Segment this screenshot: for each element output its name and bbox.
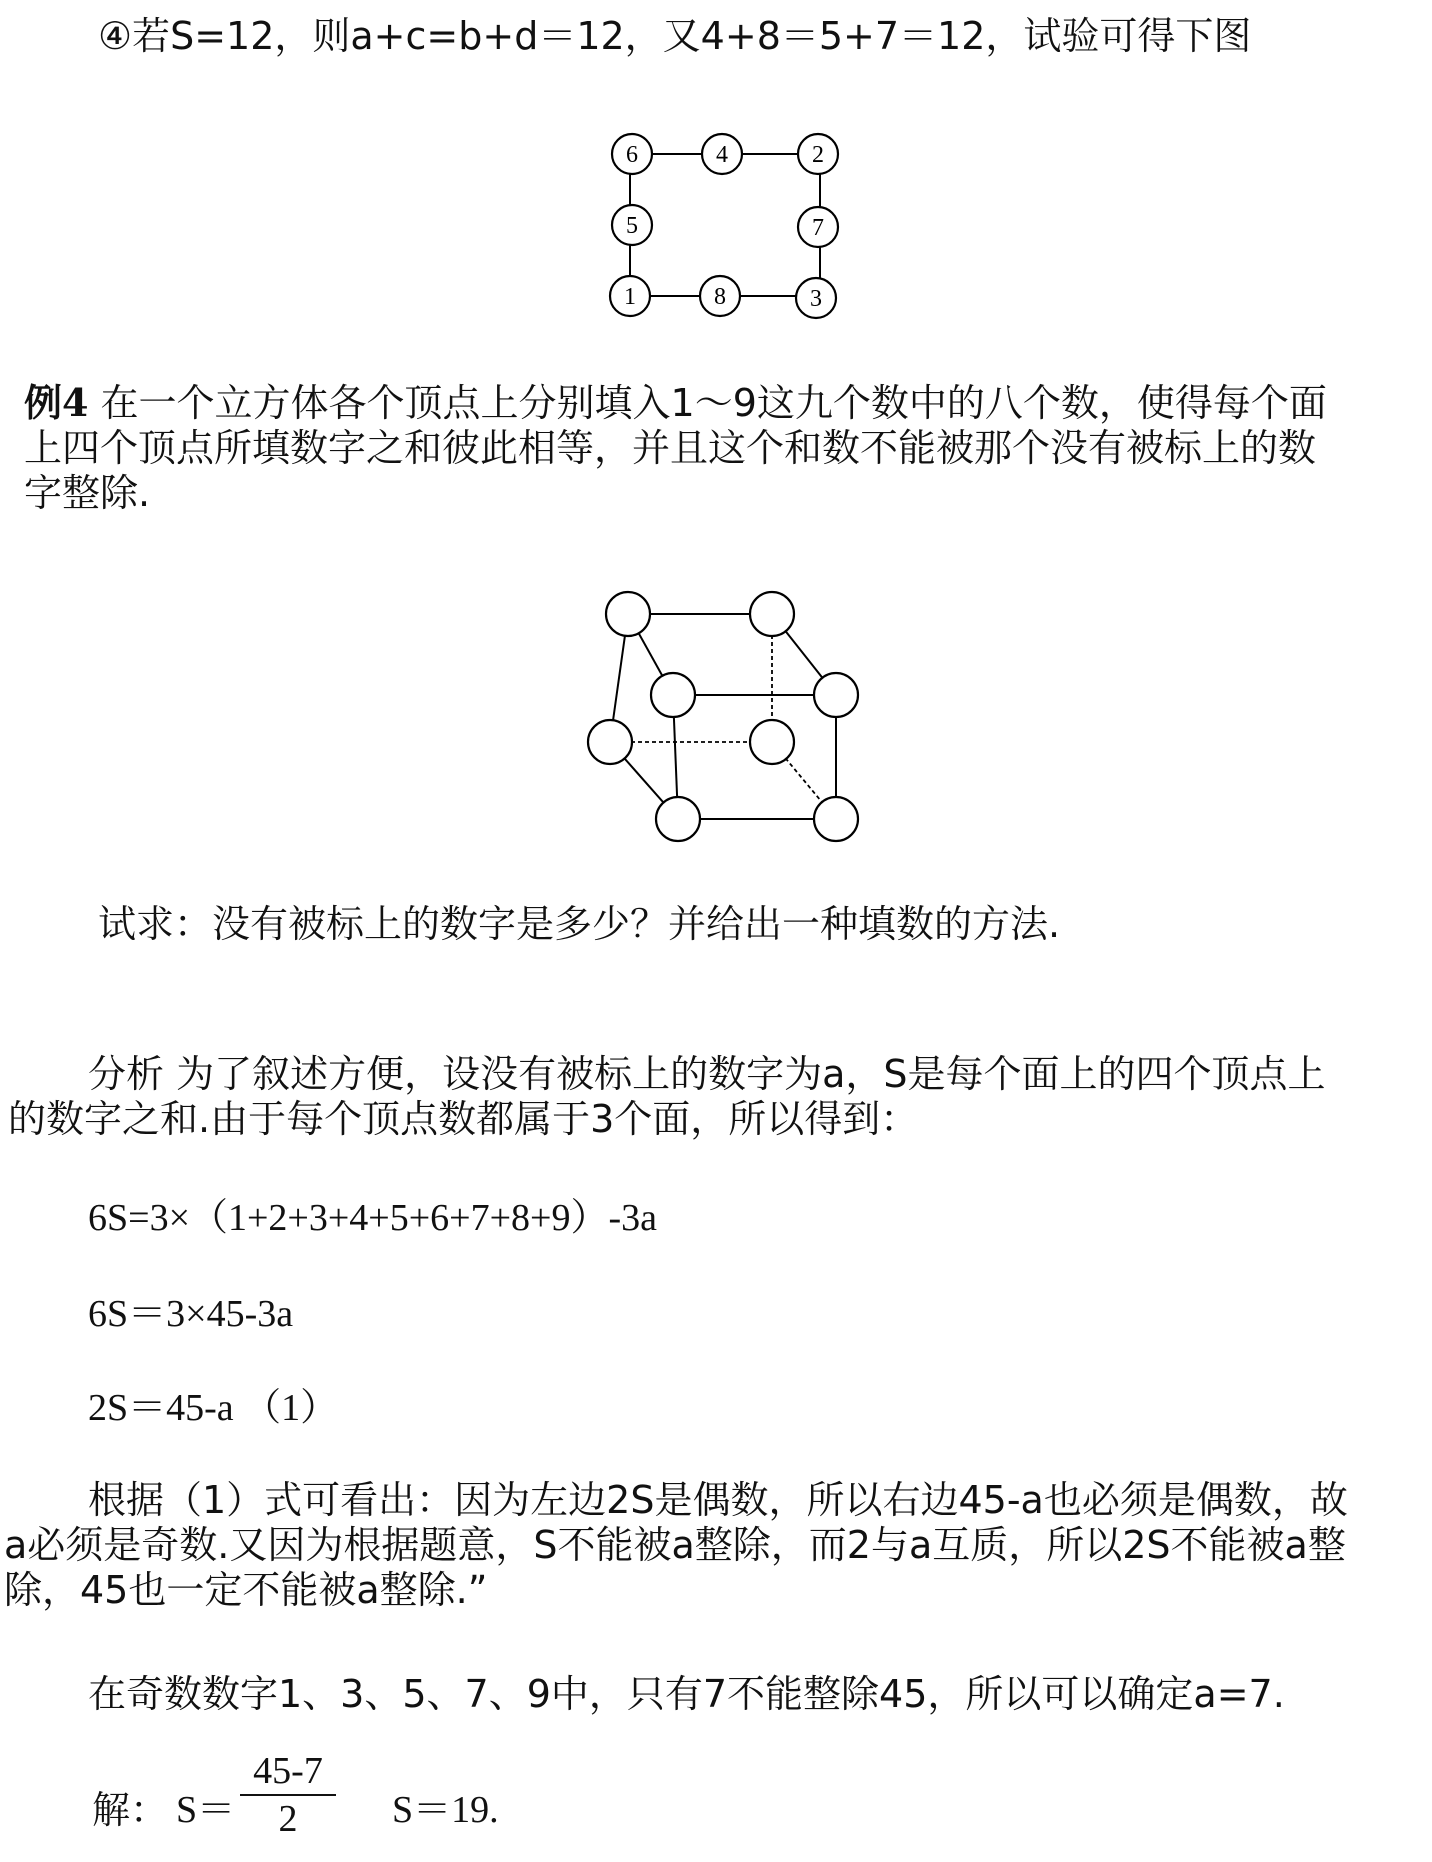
equation-2: 6S＝3×45-3a <box>88 1293 294 1335</box>
analysis-line-2: 的数字之和.由于每个顶点数都属于3个面，所以得到： <box>8 1097 919 1141</box>
svg-text:5: 5 <box>626 213 638 239</box>
square-diagram <box>600 130 860 340</box>
square-node-bm <box>700 276 740 316</box>
reasoning-line-2: a必须是奇数.又因为根据题意，S不能被a整除，而2与a互质，所以2S不能被a整 <box>4 1523 1346 1567</box>
cube-vertex-2 <box>750 592 794 636</box>
square-node-tr <box>798 134 838 174</box>
solution-s-equals: S＝ <box>176 1789 236 1831</box>
cube-vertex-3 <box>651 673 695 717</box>
example-line-1: 在一个立方体各个顶点上分别填入1～9这九个数中的八个数，使得每个面 <box>100 381 1327 425</box>
example-label: 例4 <box>24 380 89 425</box>
solution-label: 解： <box>92 1788 169 1832</box>
fraction-bar <box>240 1794 336 1796</box>
square-node-ml <box>612 205 652 245</box>
example-line-3: 字整除. <box>24 471 151 515</box>
cube-vertex-1 <box>606 592 650 636</box>
svg-text:3: 3 <box>810 286 822 312</box>
cube-vertex-7 <box>656 797 700 841</box>
intro-line: ④若S=12，则a+c=b+d＝12，又4+8＝5+7＝12，试验可得下图 <box>98 14 1252 58</box>
conclusion-line: 在奇数数字1、3、5、7、9中，只有7不能整除45，所以可以确定a=7. <box>88 1672 1285 1716</box>
square-node-mr <box>798 207 838 247</box>
cube-diagram <box>580 585 880 855</box>
equation-3: 2S＝45-a （1） <box>88 1387 339 1429</box>
cube-vertex-4 <box>814 673 858 717</box>
svg-text:6: 6 <box>626 142 638 168</box>
solution-result: S＝19. <box>392 1789 499 1831</box>
analysis-paragraph <box>8 1052 1418 1142</box>
svg-text:2: 2 <box>812 142 824 168</box>
fraction-denominator: 2 <box>278 1798 298 1840</box>
analysis-line-1: 分析 为了叙述方便，设没有被标上的数字为a，S是每个面上的四个顶点上 <box>88 1052 1326 1096</box>
square-node-bl <box>610 276 650 316</box>
reasoning-paragraph <box>4 1478 1424 1613</box>
cube-vertex-5 <box>588 720 632 764</box>
example-line-2: 上四个顶点所填数字之和彼此相等，并且这个和数不能被那个没有被标上的数 <box>24 426 1317 470</box>
solution-fraction <box>240 1750 336 1840</box>
svg-text:7: 7 <box>812 215 824 241</box>
fraction-numerator: 45-7 <box>253 1750 323 1792</box>
equation-1: 6S=3×（1+2+3+4+5+6+7+8+9）-3a <box>88 1197 657 1239</box>
cube-vertex-6 <box>750 720 794 764</box>
example-4 <box>24 380 1424 516</box>
reasoning-line-3: 除，45也一定不能被a整除.” <box>4 1568 488 1612</box>
square-node-tl <box>612 134 652 174</box>
svg-text:8: 8 <box>714 284 726 310</box>
svg-text:1: 1 <box>624 284 636 310</box>
question-line: 试求：没有被标上的数字是多少？并给出一种填数的方法. <box>98 902 1061 946</box>
square-node-br <box>796 278 836 318</box>
svg-text:4: 4 <box>716 142 728 168</box>
reasoning-line-1: 根据（1）式可看出：因为左边2S是偶数，所以右边45-a也必须是偶数，故 <box>88 1478 1348 1522</box>
square-node-tm <box>702 134 742 174</box>
cube-vertex-8 <box>814 797 858 841</box>
